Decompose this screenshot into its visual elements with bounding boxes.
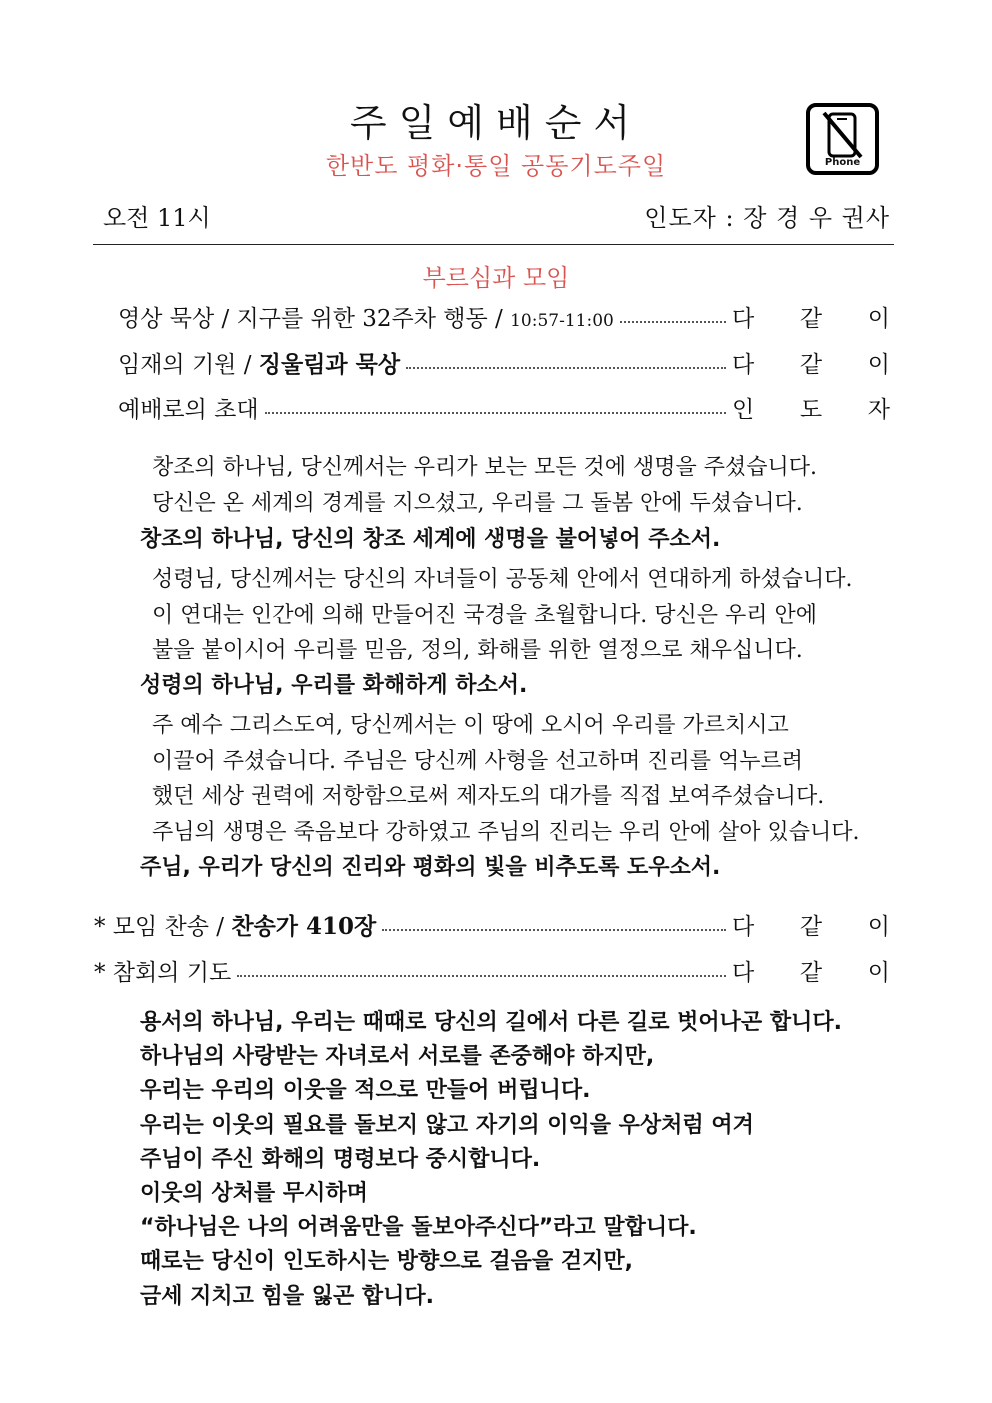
- order-item: [94, 908, 890, 942]
- order-item: [118, 300, 890, 334]
- paragraph-line: 주님의 생명은 죽음보다 강하였고 주님의 진리는 우리 안에 살아 있습니다.: [152, 819, 860, 845]
- page-title: 주일예배순서: [349, 101, 643, 145]
- paragraph-line: 이끌어 주셨습니다. 주님은 당신께 사형을 선고하며 진리를 억누르려: [152, 748, 804, 774]
- worship-leader: 인도자 : 장 경 우 권사: [644, 204, 890, 232]
- paragraph-line: 주 예수 그리스도여, 당신께서는 이 땅에 오시어 우리를 가르치시고: [152, 713, 789, 738]
- prayer-line: 하나님의 사랑받는 자녀로서 서로를 존중해야 하지만,: [140, 1044, 655, 1070]
- invitation-paragraph: [152, 562, 880, 669]
- phone-label: Phone: [824, 157, 861, 168]
- response-line: 창조의 하나님, 당신의 창조 세계에 생명을 불어넣어 주소서.: [140, 527, 721, 552]
- order-item-label: * 모임 찬송 / 찬송가 410장: [94, 913, 377, 940]
- invitation-paragraph: [152, 450, 880, 521]
- paragraph-line: 성령님, 당신께서는 당신의 자녀들이 공동체 안에서 연대하게 하셨습니다.: [152, 567, 853, 592]
- order-item-who: 다 같 이: [732, 914, 890, 940]
- paragraph-line: 이 연대는 인간에 의해 만들어진 국경을 초월합니다. 당신은 우리 안에: [152, 602, 817, 628]
- prayer-line: 우리는 우리의 이웃을 적으로 만들어 버립니다.: [140, 1078, 591, 1104]
- prayer-line: “하나님은 나의 어려움만을 돌보아주신다”라고 말합니다.: [140, 1215, 697, 1241]
- order-item-label: 영상 묵상 / 지구를 위한 32주차 행동 / 10:57-11:00: [118, 306, 614, 332]
- standing-mark: *: [94, 914, 106, 940]
- page-subtitle: 한반도 평화·통일 공동기도주일: [325, 152, 667, 180]
- prayer-line: 용서의 하나님, 우리는 때때로 당신의 길에서 다른 길로 벗어나곤 합니다.: [140, 1010, 842, 1035]
- invitation-paragraph: [152, 708, 880, 850]
- prayer-line: 우리는 이웃의 필요를 돌보지 않고 자기의 이익을 우상처럼 여겨: [140, 1112, 754, 1138]
- paragraph-line: 했던 세상 권력에 저항함으로써 제자도의 대가를 직접 보여주셨습니다.: [152, 784, 825, 809]
- prayer-line: 주님이 주신 화해의 명령보다 중시합니다.: [140, 1146, 541, 1172]
- service-time: 오전 11시: [103, 204, 211, 232]
- confession-prayer: [140, 1006, 842, 1314]
- response-line: 성령의 하나님, 우리를 화해하게 하소서.: [140, 673, 528, 698]
- section-title: 부르심과 모임: [422, 264, 570, 292]
- header-divider: [93, 244, 894, 245]
- paragraph-line: 창조의 하나님, 당신께서는 우리가 보는 모든 것에 생명을 주셨습니다.: [152, 455, 817, 480]
- order-item-label: 예배로의 초대: [118, 397, 259, 423]
- leader-dots: [265, 412, 726, 414]
- leader-dots: [237, 975, 726, 977]
- order-item: [118, 391, 890, 425]
- order-item-who: 다 같 이: [732, 960, 890, 986]
- order-item-label: * 참회의 기도: [94, 960, 232, 986]
- prayer-line: 금세 지치고 힘을 잃곤 합니다.: [140, 1283, 435, 1309]
- order-item-label: 임재의 기원 / 징울림과 묵상: [118, 351, 401, 378]
- leader-dots: [382, 929, 726, 931]
- paragraph-line: 당신은 온 세계의 경계를 지으셨고, 우리를 그 돌봄 안에 두셨습니다.: [152, 490, 803, 516]
- prayer-line: 이웃의 상처를 무시하며: [140, 1181, 368, 1207]
- leader-dots: [406, 367, 726, 369]
- no-phone-icon: [806, 103, 879, 175]
- order-item: [118, 346, 890, 380]
- standing-mark: *: [94, 960, 106, 986]
- order-item-who: 다 같 이: [732, 306, 890, 332]
- order-item: [94, 954, 890, 988]
- order-item-who: 다 같 이: [732, 352, 890, 378]
- prayer-line: 때로는 당신이 인도하시는 방향으로 걸음을 걷지만,: [140, 1249, 633, 1275]
- paragraph-line: 불을 붙이시어 우리를 믿음, 정의, 화해를 위한 열정으로 채우십니다.: [152, 638, 803, 663]
- order-item-who: 인 도 자: [732, 397, 890, 423]
- response-line: 주님, 우리가 당신의 진리와 평화의 빛을 비추도록 도우소서.: [140, 855, 721, 880]
- leader-dots: [620, 321, 726, 323]
